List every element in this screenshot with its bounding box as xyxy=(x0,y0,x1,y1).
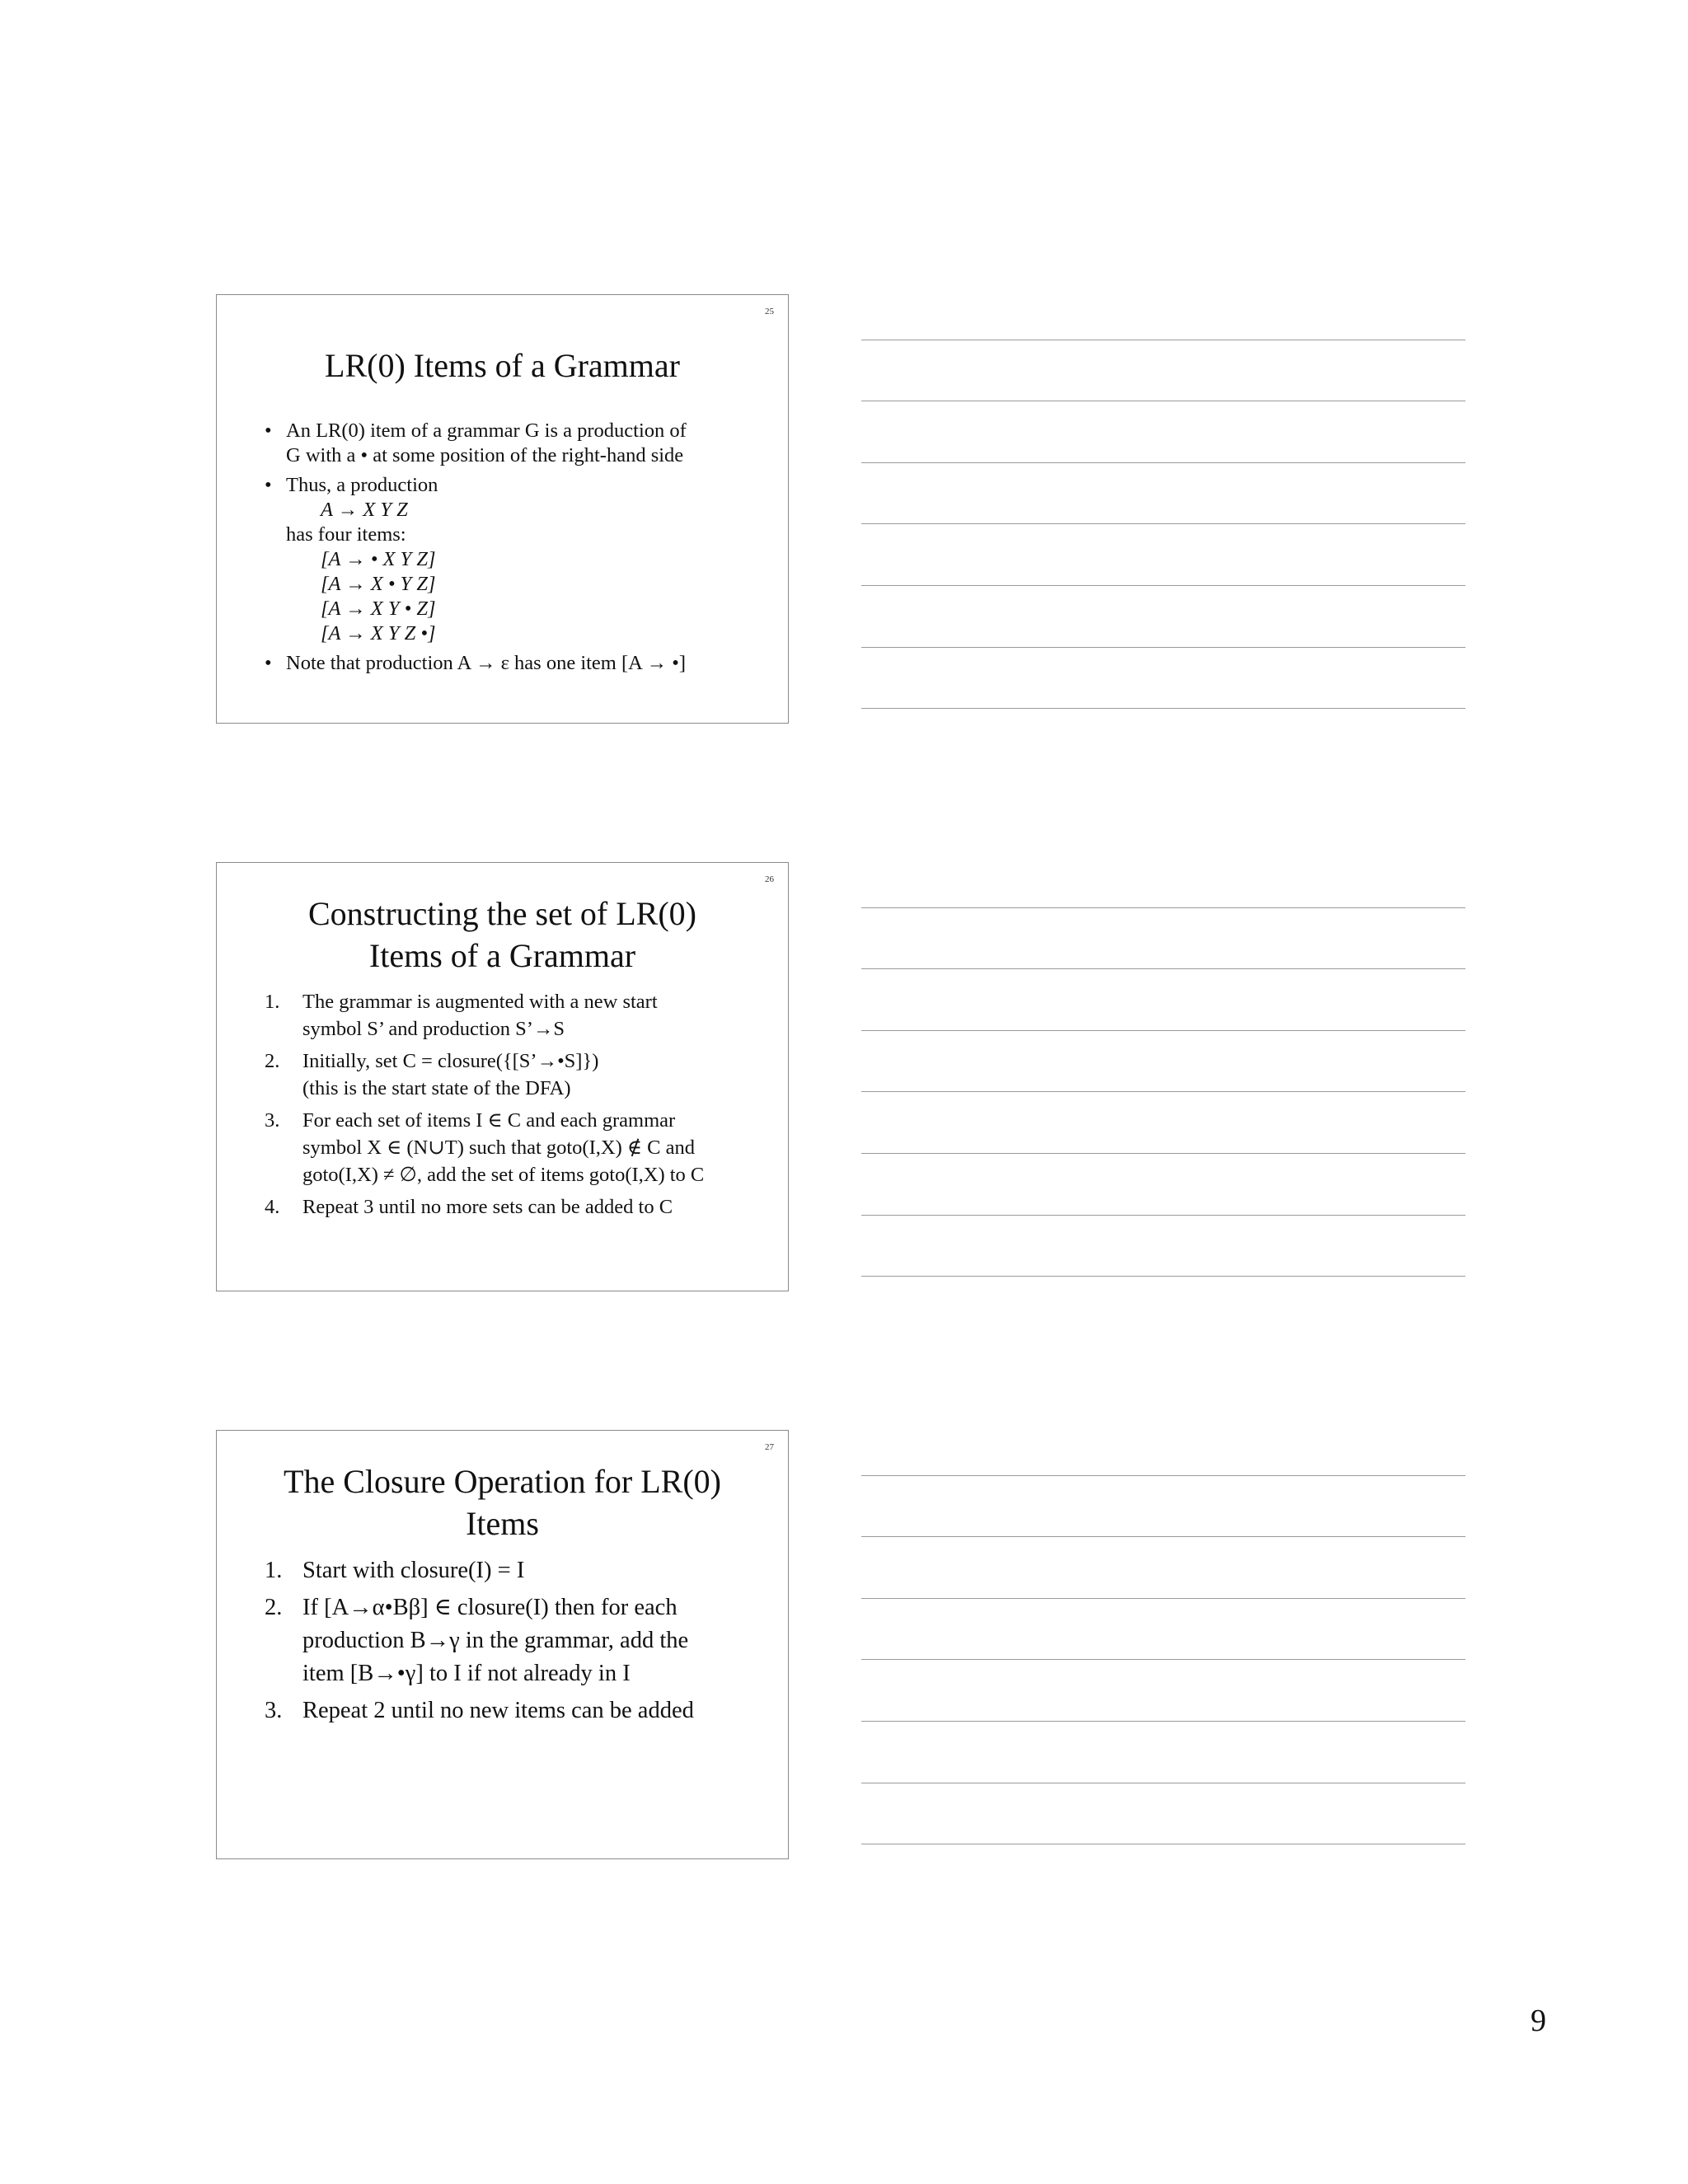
note-line xyxy=(861,908,1465,970)
step-item xyxy=(265,988,767,1043)
step-item xyxy=(265,1047,767,1102)
step-label: 4. xyxy=(265,1196,280,1218)
note-line xyxy=(861,1660,1465,1722)
step-text: (this is the start state of the DFA) xyxy=(302,1077,571,1099)
step-item xyxy=(265,1107,767,1188)
slide-title-line: Items xyxy=(466,1505,539,1542)
bullet-item xyxy=(265,651,763,676)
bullet-text: Note that production A → ε has one item [A → •] xyxy=(286,652,686,674)
note-line xyxy=(861,1154,1465,1216)
note-line xyxy=(861,1414,1465,1476)
bullet-item xyxy=(265,473,763,646)
lr0-item: [A → X Y • Z] xyxy=(321,598,436,620)
bullet-marker: • xyxy=(265,652,272,674)
lr0-item: [A → X • Y Z] xyxy=(321,573,436,595)
note-line xyxy=(861,1031,1465,1093)
step-label: 1. xyxy=(265,1558,283,1583)
note-line xyxy=(861,1476,1465,1538)
step-text: Initially, set C = closure({[S’→•S]}) xyxy=(302,1050,599,1072)
lr0-item: [A → • X Y Z] xyxy=(321,548,436,570)
slide-number: 26 xyxy=(765,874,774,884)
note-lines-slide-25 xyxy=(861,279,1465,709)
step-label: 3. xyxy=(265,1698,283,1723)
slide-25 xyxy=(216,294,789,724)
step-label: 2. xyxy=(265,1595,283,1620)
note-line xyxy=(861,463,1465,525)
page-number: 9 xyxy=(1531,2004,1546,2038)
bullet-text: An LR(0) item of a grammar G is a production of xyxy=(286,419,687,442)
slide-title-line: Items of a Grammar xyxy=(368,937,636,974)
note-line xyxy=(861,969,1465,1031)
bullet-marker: • xyxy=(265,419,272,442)
note-line xyxy=(861,1783,1465,1845)
bullet-item xyxy=(265,419,763,468)
bullet-text: has four items: xyxy=(286,523,406,546)
note-line xyxy=(861,524,1465,586)
step-text: Repeat 3 until no more sets can be added to C xyxy=(302,1196,673,1218)
slide-title: LR(0) Items of a Grammar xyxy=(325,347,680,384)
step-item xyxy=(265,1591,767,1690)
bullet-text: G with a • at some position of the right-hand side xyxy=(286,444,684,466)
step-text: goto(I,X) ≠ ∅, add the set of items goto(I,X) to C xyxy=(302,1164,705,1186)
step-text: The grammar is augmented with a new start xyxy=(302,991,658,1013)
note-line xyxy=(861,648,1465,710)
note-line xyxy=(861,1092,1465,1154)
step-text: Repeat 2 until no new items can be added xyxy=(302,1698,694,1723)
slide-27 xyxy=(216,1430,789,1859)
step-label: 1. xyxy=(265,991,280,1013)
bullet-marker: • xyxy=(265,474,272,496)
note-line xyxy=(861,1537,1465,1599)
note-line xyxy=(861,846,1465,908)
step-item xyxy=(265,1694,767,1727)
lr0-item: [A → X Y Z •] xyxy=(321,622,436,644)
bullet-text: Thus, a production xyxy=(286,474,438,496)
note-line xyxy=(861,279,1465,340)
steps-list xyxy=(265,988,767,1226)
step-text: If [A→α•Bβ] ∈ closure(I) then for each xyxy=(302,1595,678,1620)
step-text: symbol X ∈ (N∪T) such that goto(I,X) ∉ C and xyxy=(302,1137,695,1159)
bullet-list xyxy=(265,419,763,681)
note-line xyxy=(861,340,1465,402)
note-line xyxy=(861,1722,1465,1783)
step-label: 3. xyxy=(265,1109,280,1132)
step-text: symbol S’ and production S’→S xyxy=(302,1018,565,1040)
step-item xyxy=(265,1193,767,1221)
slide-number: 27 xyxy=(765,1442,774,1452)
note-line xyxy=(861,1599,1465,1661)
slide-26 xyxy=(216,862,789,1291)
step-item xyxy=(265,1554,767,1587)
step-text: For each set of items I ∈ C and each grammar xyxy=(302,1109,676,1132)
step-text: production B→γ in the grammar, add the xyxy=(302,1628,689,1653)
note-line xyxy=(861,401,1465,463)
step-text: Start with closure(I) = I xyxy=(302,1558,525,1583)
note-line xyxy=(861,586,1465,648)
slide-title-line: The Closure Operation for LR(0) xyxy=(284,1463,721,1500)
slide-title-line: Constructing the set of LR(0) xyxy=(307,895,697,932)
note-lines-slide-26 xyxy=(861,846,1465,1277)
step-label: 2. xyxy=(265,1050,280,1072)
step-text: item [B→•γ] to I if not already in I xyxy=(302,1661,631,1686)
production: A → X Y Z xyxy=(321,499,408,521)
note-line xyxy=(861,1216,1465,1277)
steps-list xyxy=(265,1554,767,1732)
note-lines-slide-27 xyxy=(861,1414,1465,1844)
slide-number: 25 xyxy=(765,307,774,316)
